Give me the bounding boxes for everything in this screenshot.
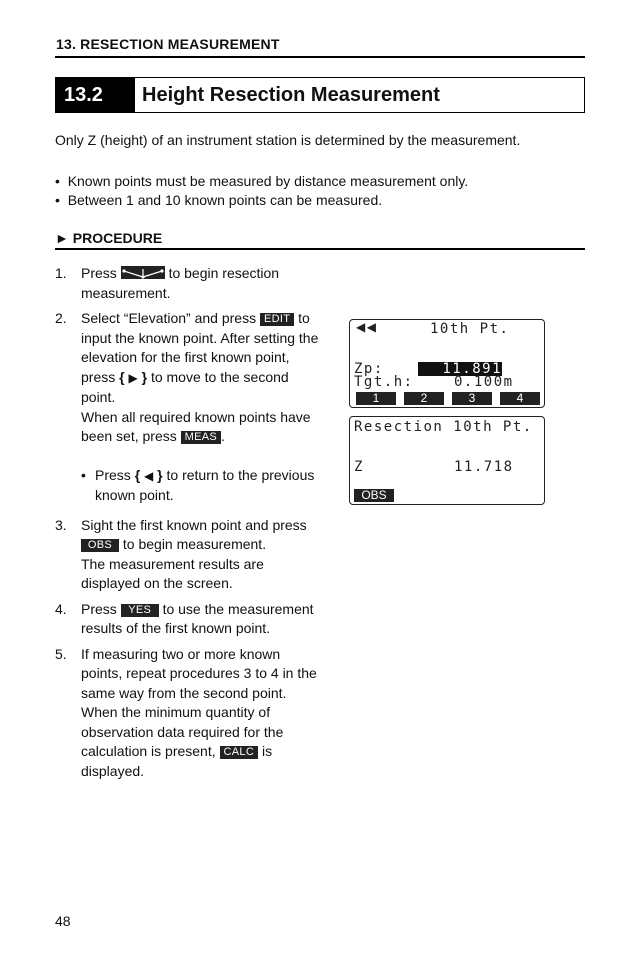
step-3 [55, 516, 325, 594]
step-text: The measurement results are displayed on the screen. [81, 555, 264, 591]
step-text: Press [81, 265, 117, 281]
back-arrows-icon: ◀◀ [356, 320, 378, 334]
step-number: 2. [55, 310, 67, 326]
step-text: Press [81, 600, 117, 617]
softkey-2: 2 [404, 392, 444, 405]
list-item: • Known points must be measured by distance measurement only. [55, 173, 469, 189]
brace-close: } [141, 368, 148, 385]
brace-open: { [134, 466, 141, 483]
list-item [81, 466, 325, 506]
procedure-steps [55, 264, 325, 787]
calc-key: CALC [220, 746, 259, 759]
step-number: 5. [55, 645, 67, 662]
z-value: 11.718 [454, 459, 514, 475]
page-number: 48 [55, 913, 71, 929]
header-rule [55, 56, 585, 58]
yes-key: YES [121, 604, 159, 617]
step-text: Press [95, 466, 131, 483]
step-text: is displayed. [81, 743, 273, 779]
step-text: Sight the first known point and press [81, 516, 307, 533]
screen-title: 10th Pt. [430, 321, 510, 337]
step-text: to move to the second point. [81, 368, 289, 405]
lcd-screen-point-input [349, 319, 545, 408]
tgt-height-value: 0.100m [454, 374, 514, 390]
brace-open: { [119, 368, 125, 385]
resection-icon [121, 266, 165, 279]
step-text: If measuring two or more known points, repeat procedures 3 to 4 in the same way from the second point. [81, 645, 317, 701]
screen-title: Resection 10th Pt. [354, 419, 533, 435]
step-text: to begin resection measurement. [81, 265, 280, 301]
chapter-header: 13. RESECTION MEASUREMENT [56, 36, 280, 52]
zp-label: Zp: [354, 361, 384, 377]
right-arrow-icon: ▶ [128, 370, 138, 385]
section-title: Height Resection Measurement [142, 84, 440, 106]
z-label: Z [354, 459, 364, 475]
procedure-heading [55, 230, 162, 246]
step-number: 3. [55, 516, 67, 533]
step-text: to return to the previous known point. [95, 466, 315, 503]
bullet: • [81, 466, 86, 483]
procedure-rule [55, 248, 585, 250]
zp-value: 11.891 [418, 362, 502, 376]
intro-text: Only Z (height) of an instrument station is determined by the measurement. [55, 132, 521, 148]
section-number: 13.2 [55, 77, 135, 113]
lcd-screen-result [349, 416, 545, 505]
procedure-heading-text: PROCEDURE [72, 230, 163, 246]
softkey-obs: OBS [354, 489, 394, 502]
step-text: to begin measurement. [122, 536, 267, 552]
step-text: . [221, 428, 225, 444]
step-text: to input the known point. After setting the elevation for the first known point, press [81, 310, 319, 385]
step-number: 4. [55, 600, 67, 617]
step-text: When all required known points have been set, press [81, 408, 311, 444]
resection-icon-key [121, 266, 165, 279]
obs-key: OBS [81, 539, 119, 552]
meas-key: MEAS [181, 431, 221, 444]
step-text: Select “Elevation” and press [81, 310, 257, 326]
brace-close: } [157, 466, 163, 483]
step-4 [55, 600, 325, 639]
step-number: 1. [55, 265, 67, 281]
step-5 [55, 645, 325, 782]
step-text: When the minimum quantity of observation data required for the calculation is present, [81, 704, 284, 759]
bullet-text-2: Between 1 and 10 known points can be measured. [67, 192, 383, 208]
play-triangle-icon: ► [55, 230, 69, 246]
list-item: • Between 1 and 10 known points can be measured. [55, 192, 383, 208]
step-1 [55, 264, 325, 303]
tgt-height-label: Tgt.h: [354, 374, 414, 390]
step-2 [55, 309, 325, 506]
edit-key: EDIT [260, 313, 294, 326]
softkey-4: 4 [500, 392, 540, 405]
softkey-3: 3 [452, 392, 492, 405]
step-text: to use the measurement results of the first known point. [81, 600, 314, 636]
bullet-list [55, 172, 595, 210]
softkey-1: 1 [356, 392, 396, 405]
bullet-text-1: Known points must be measured by distance measurement only. [67, 173, 469, 189]
left-arrow-icon: ◀ [144, 468, 154, 483]
